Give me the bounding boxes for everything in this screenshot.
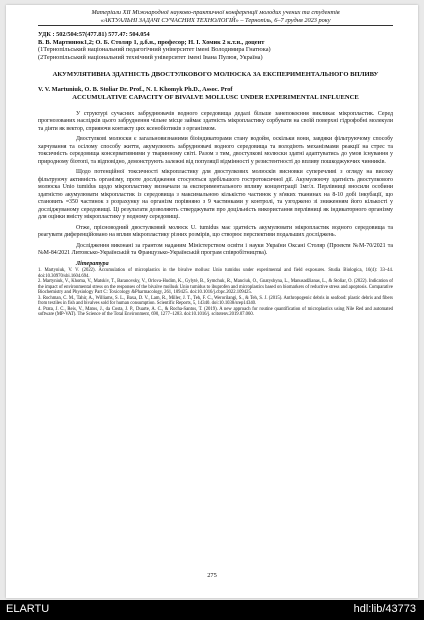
- literature-heading: Література: [76, 260, 109, 267]
- affiliation-1: (1Тернопільський національний педагогічний університет імені Володимира Гнатюка): [38, 46, 271, 54]
- article-body: [38, 111, 393, 258]
- authors-en: V. V. Martuniuk, O. B. Stoliar Dr. Prof., N. I. Khomyk Ph.D., Assoc. Prof: [38, 86, 233, 94]
- conference-header: [38, 9, 393, 24]
- reference-list: [38, 268, 393, 318]
- page-content: [38, 9, 393, 318]
- repository-name: ELARTU: [6, 603, 50, 615]
- paragraph: Щодо потенційної токсичності мікропластику для двостулкових молюсків висновки суперечливі з огляду на високу фільтруючу активність організму, проте дослідження стосуються здебільшого гостротоксичної дії. Акумулюючу здатність двостулкового молюска Unio tumidus щодо мікропластику визначали за експериментального впливу концентрації 1мг/л. Перлівниці вносили особини здатністю акумулювати мікропластик із середовища з максимальною кількістю частинок у м'яких тканинах на 8-10 добі інкубації, що становить ≈350 частинок з розрахунку на організм порівняно з 9 частинками у контролі, та узгоджено зі зниженням його кількості у досліджуваному середовищі. Ці результати дозволяють стверджувати про доцільність використання перлівниці як індикаторного організму для оцінки вмісту мікропластику у водному середовищі.: [38, 169, 393, 221]
- paragraph: Дослідження виконані за грантом наданим Міністерством освіти і науки України Оксані Столяр (Проекти №М-70/2021 та №М-84/2021 Литовсько-Українській та Французько-Українській програм співробітництва).: [38, 242, 393, 257]
- header-divider: [38, 25, 393, 26]
- page-number: 275: [207, 572, 217, 579]
- handle-identifier: hdl:lib/43773: [353, 603, 416, 615]
- reference-item: 2. Martyniuk, V., Khoma, V., Matskiv, T., Baranovsky, V., Orlova-Hudim, K., Gylytė, B., Symchuk, R., Manciuk, O., Gnatyshyna, L., Manusadžianas, L., & Stoliar, O. (2022). Indication of the impact of environmental stress on the responses of the bivalve mollusk Unio tumidus to ibuprofen and microplastics based on biomarkers of reductive stress and apoptosis. Comparative Biochemistry and Physiology Part C: Toxicology &Pharmacology, 261, 109425. doi:10.1016/j.cbpc.2022.109425.: [38, 279, 393, 296]
- paragraph: Двостулкові молюски є загальновизнаними біоіндикаторами стану водойм, оскільки вони, завдяки фільтруючому способу харчування та осілому способу життя, акумулюють забруднювачі водного середовища та володіють механізмами реакції на стрес та токсичність середовища консервативними у тваринному світі. Разом з тим, двостулкові молюски здатні адаптуватись до умов існування у природному біотопі, та відповідно, демонструють залежні від популяції відмінності у резистентності до впливу пошкоджуючих чинників.: [38, 136, 393, 165]
- authors-ua: В. В. Мартинюк1,2; О. Б. Столяр 1, д.б.н., професор; Н. І. Хомик 2 к.т.н., доцент: [38, 38, 265, 46]
- paragraph: Отже, прісноводний двостулковий молюск U. tumidus має здатність акумулювати мікропластик водного середовища та реагувати диференційовано на вплив мікропластику різних розмірів, що створює перспективи подальших досліджень.: [38, 224, 393, 239]
- repository-footer-bar: [0, 600, 424, 620]
- reference-item: 4. Prata, J. C., Reis, V., Matos, J., da Costa, J. P., Duarte, A. C., & Rocha-Santos, T. (2019). A new approach for routine quantification of microplastics using Nile Red and automated software (MP-VAT). The Science of the Total Environment, 690, 1277–1283. doi:10.1016/j. scitotenv.2019.07.060.: [38, 306, 393, 318]
- header-line-2: «АКТУАЛЬНІ ЗАДАЧІ СУЧАСНИХ ТЕХНОЛОГІЙ» – Тернопіль, 6–7 грудня 2023 року: [100, 16, 331, 24]
- reference-item: 1. Martyniuk, V. V. (2022). Accumulation of microplastics in the bivalve mollusc Unio tumidus under experimental and field exposures. Studia Biologica, 16(4): 33–44. doi:10.30970/sbi.1604.694.: [38, 268, 393, 279]
- affiliation-2: (2Тернопільський національний технічний університет імені Івана Пулюя, Україна): [38, 53, 263, 61]
- udk-code: УДК : 502/504:57(477.81) 577.47: 504.054: [38, 31, 150, 39]
- header-line-1: Матеріали ХІІ Міжнародної науково-практичної конференції молодих учених та студентів: [91, 9, 340, 16]
- paragraph: У структурі сучасних забруднювачів водного середовища дедалі більше занепокоєння викликає мікропластик. Серед прогнозованих наслідків цього забруднення чільне місце займає здатність мікропластику сорбувати на своїй поверхні гідрофобні молекули та діяти як вектор, сприяючи контакту цих ксенобіотиків з організмом.: [38, 110, 393, 132]
- reference-item: 3. Rochman, C. M., Tahir, A., Williams, S. L., Baxa, D. V., Lam, R., Miller, J. T., Teh, F. C., Werorilangi, S., & Teh, S. J. (2015). Anthropogenic debris in seafood: plastic debris and fibers from textiles in fish and bivalves sold for human consumption. Scientific Reports, 5, 14340. doi:10.1038/srep14340.: [38, 295, 393, 307]
- title-ua: АКУМУЛЯТИВНА ЗДАТНІСТЬ ДВОСТУЛКОВОГО МОЛЮСКА ЗА ЕКСПЕРИМЕНТАЛЬНОГО ВПЛИВУ: [52, 70, 379, 78]
- title-en: ACCUMULATIVE CAPACITY OF BIVALVE MOLLUSC UNDER EXPERIMENTAL INFLUENCE: [72, 93, 359, 101]
- document-page: [6, 5, 418, 598]
